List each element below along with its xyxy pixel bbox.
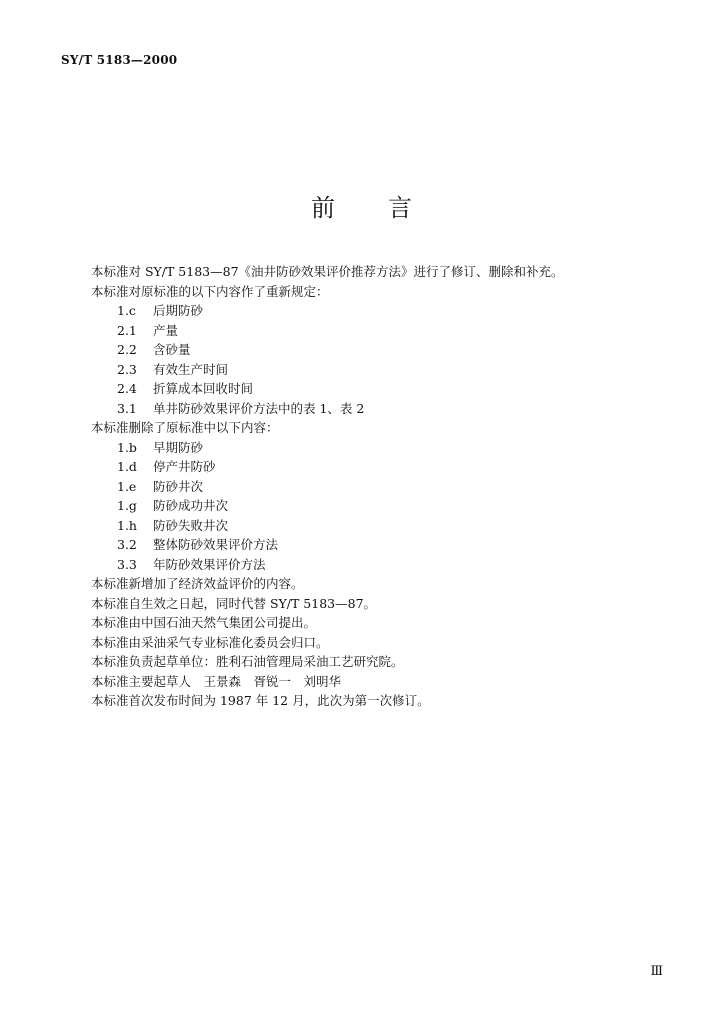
title-char-left: 前	[311, 194, 336, 222]
closing-line: 本标准新增加了经济效益评价的内容。	[91, 576, 304, 591]
deleted-item	[91, 477, 651, 497]
item-text: 防砂井次	[153, 478, 204, 494]
revised-item	[91, 379, 651, 399]
item-text: 含砂量	[153, 342, 191, 357]
item-number: 2.3	[117, 361, 137, 377]
foreword-body	[91, 262, 651, 711]
item-text: 防砂失败井次	[153, 517, 229, 533]
standard-code: SY/T 5183—2000	[61, 53, 178, 67]
item-number: 1.d	[117, 459, 137, 474]
revised-item	[91, 321, 651, 341]
item-number: 2.1	[117, 322, 137, 338]
item-text: 折算成本回收时间	[153, 381, 254, 396]
closing-line: 本标准由采油采气专业标准化委员会归口。	[91, 634, 329, 650]
item-number: 2.4	[117, 381, 137, 396]
item-number: 1.e	[117, 478, 137, 494]
item-number: 1.b	[117, 439, 137, 455]
item-text: 早期防砂	[153, 439, 204, 455]
item-number: 1.h	[117, 517, 137, 533]
closing-line: 本标准由中国石油天然气集团公司提出。	[91, 615, 317, 630]
deleted-heading: 本标准删除了原标准中以下内容：	[91, 420, 279, 435]
page-title	[0, 188, 724, 223]
deleted-item	[91, 516, 651, 536]
deleted-item	[91, 438, 651, 458]
item-text: 后期防砂	[153, 303, 204, 318]
item-number: 3.3	[117, 556, 137, 572]
item-number: 2.2	[117, 342, 137, 357]
item-text: 产量	[153, 322, 179, 338]
revised-item	[91, 399, 651, 419]
intro-line: 本标准对原标准的以下内容作了重新规定：	[91, 283, 329, 299]
item-number: 1.g	[117, 498, 137, 513]
closing-line: 本标准自生效之日起，同时代替 SY/T 5183—87。	[91, 595, 377, 611]
title-char-right: 言	[388, 194, 413, 222]
closing-line: 本标准主要起草人 王景森 胥锐一 刘明华	[91, 673, 342, 689]
item-text: 停产井防砂	[153, 459, 216, 474]
closing-line: 本标准负责起草单位：胜利石油管理局采油工艺研究院。	[91, 654, 404, 669]
closing-line: 本标准首次发布时间为 1987 年 12 月，此次为第一次修订。	[91, 693, 430, 708]
deleted-item	[91, 555, 651, 575]
deleted-item	[91, 457, 651, 477]
item-text: 防砂成功井次	[153, 498, 229, 513]
item-number: 3.2	[117, 537, 137, 552]
deleted-item	[91, 496, 651, 516]
revised-item	[91, 340, 651, 360]
revised-item	[91, 301, 651, 321]
item-text: 整体防砂效果评价方法	[153, 537, 279, 552]
page-number: Ⅲ	[650, 964, 663, 979]
item-text: 有效生产时间	[153, 361, 229, 377]
item-number: 3.1	[117, 400, 137, 416]
item-text: 单井防砂效果评价方法中的表 1、表 2	[153, 400, 365, 416]
intro-line: 本标准对 SY/T 5183—87《油井防砂效果评价推荐方法》进行了修订、删除和补充。	[91, 264, 564, 279]
deleted-item	[91, 535, 651, 555]
revised-item	[91, 360, 651, 380]
item-number: 1.c	[117, 303, 136, 318]
item-text: 年防砂效果评价方法	[153, 556, 266, 572]
